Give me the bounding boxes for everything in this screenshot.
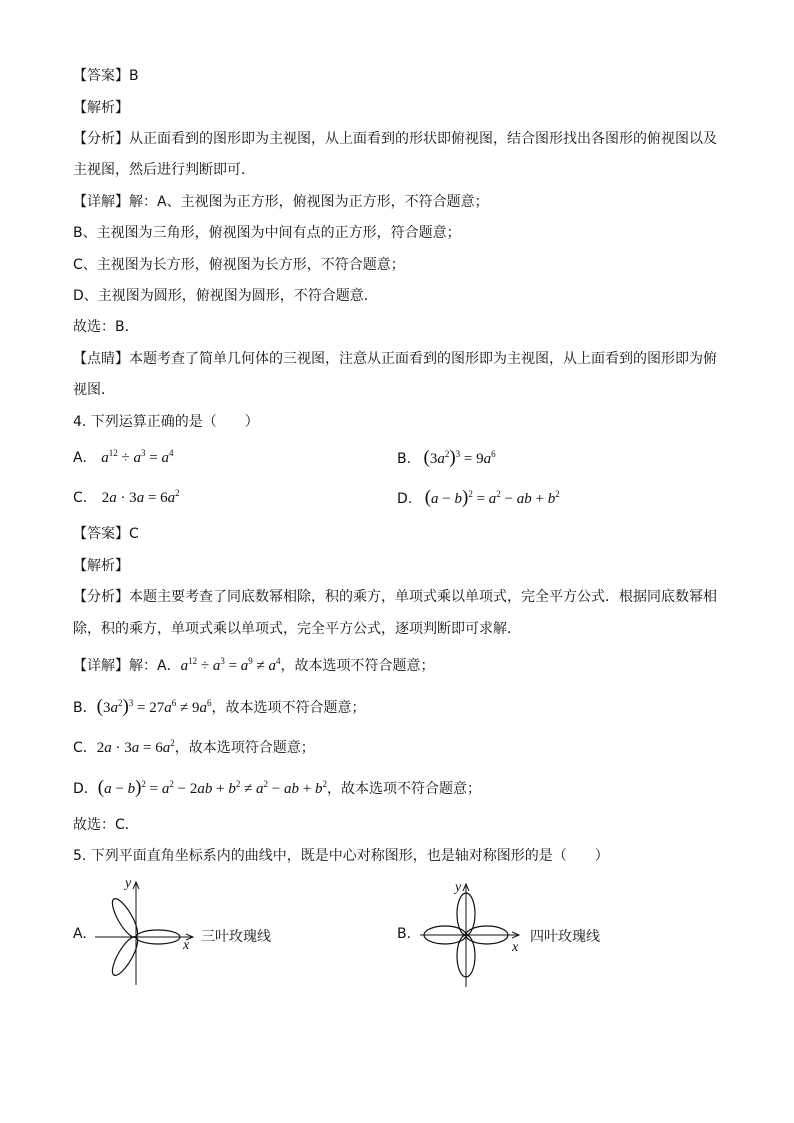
analysis-heading-1: 【解析】 xyxy=(73,100,129,116)
q4-option-c: C. $2a \cdot 3a = 6a^2$ xyxy=(73,488,180,506)
analysis-text-1b: 主视图，然后进行判断即可． xyxy=(73,162,255,178)
analysis-text-2a: 【分析】本题主要考查了同底数幂相除，积的乘方，单项式乘以单项式，完全平方公式．根据同底数幂相 xyxy=(73,589,717,605)
detail-2-d: D．$(a - b)^2 = a^2 - 2ab + b^2 \ne a^2$ − ab + $b^2$，故本选项不符合题意； xyxy=(73,777,481,798)
detail-line-d: D、主视图为圆形，俯视图为圆形，不符合题意． xyxy=(73,288,378,304)
detail-2-a: 【详解】解：A．$a^{12} \div a^3 = a^9 \ne a^4$，故本选项不符合题意； xyxy=(73,656,435,674)
q4-option-a-label: A. xyxy=(73,450,87,466)
q5-b-axis-x: x xyxy=(512,940,519,955)
comment-line-1b: 视图． xyxy=(73,382,115,398)
detail-2-b: B．$(3a^2)^3 = 27a^6 \ne 9a^6$，故本选项不符合题意； xyxy=(73,696,366,717)
analysis-text-1a: 【分析】从正面看到的图形即为主视图，从上面看到的形状即俯视图，结合图形找出各图形的俯视图以及 xyxy=(73,131,717,147)
question-4-stem: 4. 下列运算正确的是（ ） xyxy=(73,414,259,430)
q5-a-axis-x: x xyxy=(183,938,190,953)
detail-line-c: C、主视图为长方形，俯视图为长方形，不符合题意； xyxy=(73,257,405,273)
detail-line-a: 【详解】解：A、主视图为正方形，俯视图为正方形，不符合题意； xyxy=(73,194,489,210)
q5-b-axis-y: y xyxy=(455,880,462,895)
q5-option-a-label: A. xyxy=(73,926,87,942)
four-petal-rose-graph xyxy=(418,880,528,990)
q5-option-a-caption: 三叶玫瑰线 xyxy=(201,929,271,945)
q5-a-axis-y: y xyxy=(125,876,132,891)
q4-option-a: A. $a^{12} \div a^3 = a^4$ xyxy=(73,448,174,466)
q4-option-d: D. $(a - b)^2 = a^2$ − ab + $b^2$ xyxy=(397,487,560,508)
analysis-heading-2: 【解析】 xyxy=(73,558,129,574)
analysis-text-2b: 除，积的乘方，单项式乘以单项式，完全平方公式，逐项判断即可求解． xyxy=(73,621,521,637)
q4-option-c-label: C. xyxy=(73,490,88,506)
detail-2-c: C．$2a \cdot 3a = 6a^2$，故本选项符合题意； xyxy=(73,738,315,756)
q5-option-b-caption: 四叶玫瑰线 xyxy=(530,929,600,945)
question-5-stem: 5. 下列平面直角坐标系内的曲线中，既是中心对称图形，也是轴对称图形的是（ ） xyxy=(73,848,609,864)
comment-line-1a: 【点睛】本题考查了简单几何体的三视图，注意从正面看到的图形即为主视图，从上面看到的图形即为俯 xyxy=(73,351,717,367)
detail-line-b: B、主视图为三角形，俯视图为中间有点的正方形，符合题意； xyxy=(73,225,461,241)
three-petal-rose-graph xyxy=(90,875,210,990)
q4-option-b-label: B. xyxy=(397,451,412,467)
q5-option-b-label: B. xyxy=(397,926,412,942)
answer-line-2: 【答案】C xyxy=(73,526,139,542)
q4-option-b: B. $(3a^2)^3 = 9a^6$ xyxy=(397,447,496,468)
choice-line-1: 故选：B． xyxy=(73,319,139,335)
choice-line-2: 故选：C． xyxy=(73,817,139,833)
answer-line-1: 【答案】B xyxy=(73,68,139,84)
q4-option-d-label: D. xyxy=(397,491,413,507)
